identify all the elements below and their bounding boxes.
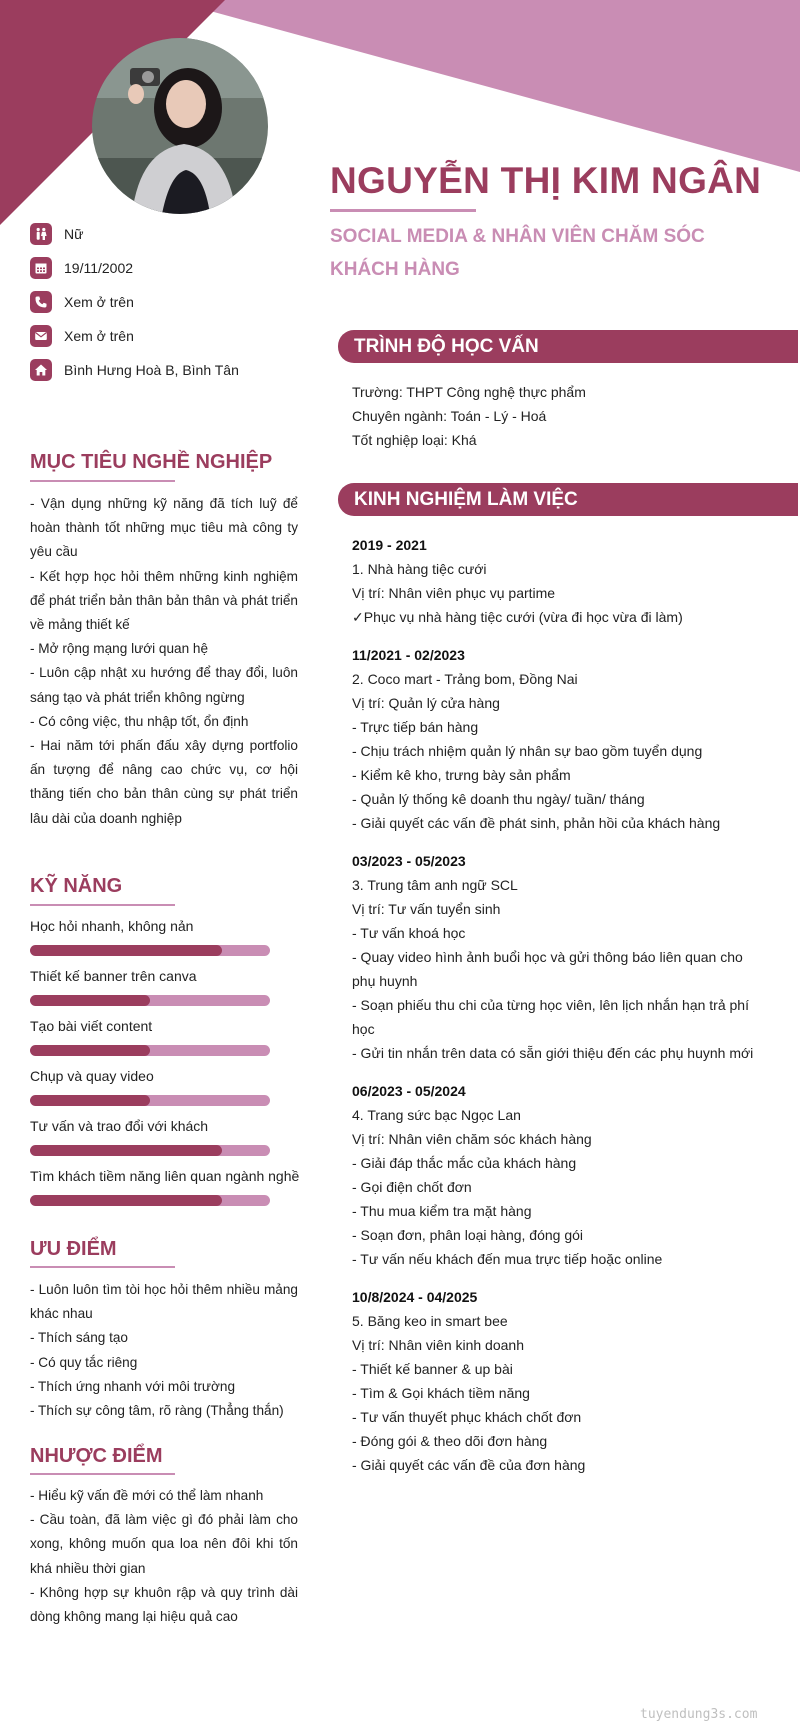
job-line: - Quản lý thống kê doanh thu ngày/ tuần/ tháng bbox=[352, 791, 645, 807]
gender-icon bbox=[30, 223, 52, 245]
job-line: ✓Phục vụ nhà hàng tiệc cưới (vừa đi học vừa đi làm) bbox=[352, 609, 683, 625]
job-line: Vị trí: Nhân viên kinh doanh bbox=[352, 1337, 524, 1353]
skill-name: Tạo bài viết content bbox=[30, 1018, 153, 1034]
watermark: tuyendung3s.com bbox=[640, 1707, 758, 1722]
phone-icon bbox=[30, 291, 52, 313]
job-line: Vị trí: Nhân viên phục vụ partime bbox=[352, 585, 556, 601]
weakness-line: - Hiểu kỹ vấn đề mới có thể làm nhanh bbox=[30, 1488, 264, 1503]
skill-bar bbox=[30, 995, 270, 1006]
objective-line: - Mở rộng mạng lưới quan hệ bbox=[30, 641, 209, 657]
skill-bar-fill bbox=[30, 1095, 150, 1106]
name-underline bbox=[330, 209, 476, 212]
job-line: Vị trí: Nhân viên chăm sóc khách hàng bbox=[352, 1131, 592, 1147]
weaknesses-text bbox=[30, 1484, 298, 1629]
skill-item bbox=[30, 918, 320, 968]
skill-bar bbox=[30, 1145, 270, 1156]
job-line: 2. Coco mart - Trảng bom, Đồng Nai bbox=[352, 671, 578, 687]
job-line: 5. Băng keo in smart bee bbox=[352, 1313, 508, 1329]
skill-name: Tư vấn và trao đổi với khách bbox=[30, 1118, 209, 1134]
candidate-role: SOCIAL MEDIA & NHÂN VIÊN CHĂM SÓC KHÁCH HÀNG bbox=[330, 226, 705, 280]
job-line: - Giải quyết các vấn đề của đơn hàng bbox=[352, 1457, 586, 1473]
skill-bar-fill bbox=[30, 1145, 222, 1156]
job-period: 11/2021 - 02/2023 bbox=[352, 647, 465, 663]
contact-list bbox=[30, 222, 320, 392]
contact-text: Nữ bbox=[64, 226, 84, 242]
weaknesses-heading: NHƯỢC ĐIỂM bbox=[30, 1445, 163, 1467]
skill-item bbox=[30, 1118, 320, 1168]
strength-line: - Thích sáng tạo bbox=[30, 1330, 128, 1346]
job-line: - Quay video hình ảnh buổi học và gửi thông báo liên quan cho phụ huynh bbox=[352, 949, 743, 989]
contact-phone bbox=[30, 290, 320, 314]
skills-underline bbox=[30, 904, 175, 906]
profile-photo-image bbox=[92, 38, 268, 214]
education-band bbox=[338, 330, 798, 363]
objective-line: - Có công việc, thu nhập tốt, ổn định bbox=[30, 713, 249, 729]
contact-text: Xem ở trên bbox=[64, 294, 134, 310]
skill-bar-fill bbox=[30, 945, 222, 956]
skill-bar-fill bbox=[30, 1045, 150, 1056]
job-period: 06/2023 - 05/2024 bbox=[352, 1083, 466, 1099]
education-grade: Tốt nghiệp loại: Khá bbox=[352, 432, 477, 448]
education-heading: TRÌNH ĐỘ HỌC VẤN bbox=[354, 336, 539, 357]
objective-line: - Kết hợp học hỏi thêm những kinh nghiệm để phát triển bản thân bản thân và phát triển về mảng thiết kế bbox=[30, 568, 298, 633]
education-school: Trường: THPT Công nghệ thực phẩm bbox=[352, 384, 586, 400]
skill-item bbox=[30, 968, 320, 1018]
objective-line: - Vận dụng những kỹ năng đã tích luỹ để hoàn thành tốt những mục tiêu mà công ty yêu cầu bbox=[30, 496, 298, 560]
job-entry bbox=[352, 849, 762, 1065]
experience-list bbox=[352, 533, 762, 1491]
job-line: - Trực tiếp bán hàng bbox=[352, 719, 479, 735]
strength-line: - Thích sự công tâm, rõ ràng (Thẳng thắn) bbox=[30, 1403, 284, 1419]
job-line: - Đóng gói & theo dõi đơn hàng bbox=[352, 1433, 548, 1449]
objective-underline bbox=[30, 480, 175, 482]
job-line: - Gọi điện chốt đơn bbox=[352, 1179, 472, 1195]
job-line: - Tìm & Gọi khách tiềm năng bbox=[352, 1385, 530, 1401]
contact-text: 19/11/2002 bbox=[64, 260, 134, 276]
job-line: 4. Trang sức bạc Ngọc Lan bbox=[352, 1107, 521, 1123]
skill-bar-fill bbox=[30, 1195, 222, 1206]
contact-birthday bbox=[30, 256, 320, 280]
candidate-name: NGUYỄN THỊ KIM NGÂN bbox=[330, 160, 762, 201]
job-line: - Thiết kế banner & up bài bbox=[352, 1361, 513, 1377]
job-line: - Soạn phiếu thu chi của từng học viên, lên lịch nhắn hạn trả phí học bbox=[352, 997, 749, 1037]
job-period: 03/2023 - 05/2023 bbox=[352, 853, 466, 869]
job-entry bbox=[352, 643, 762, 835]
strengths-underline bbox=[30, 1266, 175, 1268]
job-line: - Giải quyết các vấn đề phát sinh, phản hồi của khách hàng bbox=[352, 815, 721, 831]
skill-bar bbox=[30, 1045, 270, 1056]
experience-band bbox=[338, 483, 798, 516]
weaknesses-underline bbox=[30, 1473, 175, 1475]
job-line: - Tư vấn nếu khách đến mua trực tiếp hoặc online bbox=[352, 1251, 663, 1267]
contact-address bbox=[30, 358, 320, 382]
job-line: 3. Trung tâm anh ngữ SCL bbox=[352, 877, 518, 893]
strengths-heading: ƯU ĐIỂM bbox=[30, 1238, 117, 1260]
skills-list bbox=[30, 918, 320, 1218]
skills-heading: KỸ NĂNG bbox=[30, 875, 123, 897]
job-line: - Chịu trách nhiệm quản lý nhân sự bao gồm tuyển dụng bbox=[352, 743, 703, 759]
skill-bar bbox=[30, 945, 270, 956]
contact-gender bbox=[30, 222, 320, 246]
job-line: - Soạn đơn, phân loại hàng, đóng gói bbox=[352, 1227, 584, 1243]
skill-item bbox=[30, 1168, 320, 1218]
contact-email bbox=[30, 324, 320, 348]
education-major: Chuyên ngành: Toán - Lý - Hoá bbox=[352, 408, 547, 424]
skill-bar bbox=[30, 1095, 270, 1106]
strength-line: - Luôn luôn tìm tòi học hỏi thêm nhiều mảng khác nhau bbox=[30, 1282, 298, 1322]
job-line: - Tư vấn khoá học bbox=[352, 925, 466, 941]
profile-photo bbox=[92, 38, 268, 214]
job-line: - Tư vấn thuyết phục khách chốt đơn bbox=[352, 1409, 582, 1425]
contact-text: Xem ở trên bbox=[64, 328, 134, 344]
objective-text bbox=[30, 492, 298, 831]
job-line: 1. Nhà hàng tiệc cưới bbox=[352, 561, 487, 577]
skill-bar bbox=[30, 1195, 270, 1206]
strengths-text bbox=[30, 1278, 298, 1423]
strength-line: - Thích ứng nhanh với môi trường bbox=[30, 1378, 236, 1394]
email-icon bbox=[30, 325, 52, 347]
job-line: Vị trí: Tư vấn tuyển sinh bbox=[352, 901, 501, 917]
calendar-icon bbox=[30, 257, 52, 279]
weakness-line: - Cầu toàn, đã làm việc gì đó phải làm cho xong, không muốn qua loa nên đôi khi tốn khá nhiều thời gian bbox=[30, 1512, 298, 1576]
skill-name: Chụp và quay video bbox=[30, 1068, 154, 1084]
experience-heading: KINH NGHIỆM LÀM VIỆC bbox=[354, 489, 578, 510]
weakness-line: - Không hợp sự khuôn rập và quy trình dài dòng không mang lại hiệu quả cao bbox=[30, 1584, 298, 1625]
skill-name: Tìm khách tiềm năng liên quan ngành nghề bbox=[30, 1168, 300, 1184]
job-period: 2019 - 2021 bbox=[352, 537, 427, 553]
job-line: - Giải đáp thắc mắc của khách hàng bbox=[352, 1155, 577, 1171]
skill-bar-fill bbox=[30, 995, 150, 1006]
job-line: - Kiểm kê kho, trưng bày sản phẩm bbox=[352, 767, 571, 783]
skill-name: Thiết kế banner trên canva bbox=[30, 968, 197, 984]
job-entry bbox=[352, 533, 762, 629]
education-details bbox=[352, 380, 586, 452]
job-line: Vị trí: Quản lý cửa hàng bbox=[352, 695, 500, 711]
job-entry bbox=[352, 1079, 762, 1271]
objective-line: - Luôn cập nhật xu hướng để thay đổi, luôn sáng tạo và phát triển không ngừng bbox=[30, 665, 298, 705]
home-icon bbox=[30, 359, 52, 381]
job-entry bbox=[352, 1285, 762, 1477]
skill-item bbox=[30, 1068, 320, 1118]
job-line: - Thu mua kiểm tra mặt hàng bbox=[352, 1203, 532, 1219]
skill-item bbox=[30, 1018, 320, 1068]
job-line: - Gửi tin nhắn trên data có sẵn giới thiệu đến các phụ huynh mới bbox=[352, 1045, 754, 1061]
skill-name: Học hỏi nhanh, không nản bbox=[30, 918, 194, 934]
contact-text: Bình Hưng Hoà B, Bình Tân bbox=[64, 362, 239, 378]
strength-line: - Có quy tắc riêng bbox=[30, 1354, 138, 1370]
objective-line: - Hai năm tới phấn đấu xây dựng portfolio ấn tượng để nâng cao chức vụ, cơ hội thăng tiến cho bản thân cùng sự phát triển lâu dài của doanh nghiệp bbox=[30, 738, 298, 826]
job-period: 10/8/2024 - 04/2025 bbox=[352, 1289, 478, 1305]
objective-heading: MỤC TIÊU NGHỀ NGHIỆP bbox=[30, 451, 273, 473]
